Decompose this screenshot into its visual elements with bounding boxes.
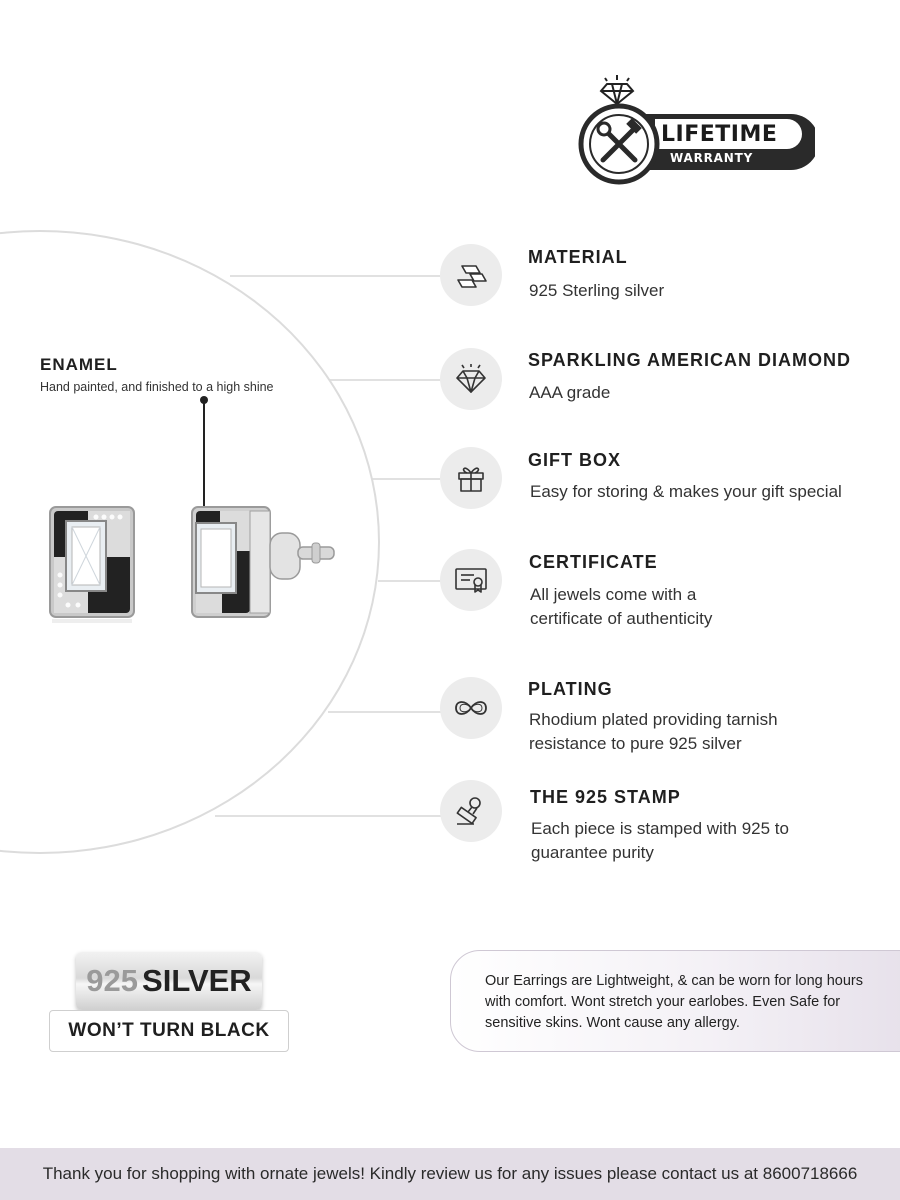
feature-desc-certificate: All jewels come with a certificate of authenticity bbox=[530, 585, 713, 628]
silver-number: 925 bbox=[86, 963, 139, 998]
feature-desc-gift-box: Easy for storing & makes your gift special bbox=[530, 482, 842, 501]
enamel-pointer-line bbox=[203, 400, 205, 518]
feature-desc-stamp: Each piece is stamped with 925 to guarantee purity bbox=[531, 819, 789, 862]
silver-925-badge bbox=[76, 952, 262, 1010]
feature-title-diamond: SPARKLING AMERICAN DIAMOND bbox=[528, 350, 851, 370]
feature-icon-material bbox=[440, 244, 502, 306]
footer-text: Thank you for shopping with ornate jewels! Kindly review us for any issues please contact us at 8600718666 bbox=[42, 1164, 858, 1183]
info-card bbox=[450, 950, 900, 1052]
enamel-pointer-dot bbox=[200, 396, 208, 404]
feature-title-material: MATERIAL bbox=[528, 247, 628, 267]
silver-word: SILVER bbox=[142, 963, 252, 998]
connector-line bbox=[230, 275, 445, 277]
feature-icon-diamond bbox=[440, 348, 502, 410]
earring-front-image bbox=[48, 505, 136, 623]
feature-desc-plating: Rhodium plated providing tarnish resistance to pure 925 silver bbox=[529, 710, 778, 753]
warranty-subtitle: WARRANTY bbox=[670, 151, 754, 165]
connector-line bbox=[370, 478, 445, 480]
feature-icon-certificate bbox=[440, 549, 502, 611]
feature-title-gift-box: GIFT BOX bbox=[528, 450, 621, 470]
feature-icon-stamp bbox=[440, 780, 502, 842]
certificate-icon bbox=[454, 565, 488, 595]
connector-line bbox=[328, 711, 445, 713]
connector-line bbox=[378, 580, 445, 582]
earring-side-image bbox=[190, 505, 340, 623]
wont-turn-black-badge: WON’T TURN BLACK bbox=[49, 1010, 289, 1052]
footer-banner bbox=[0, 1148, 900, 1200]
enamel-description: Hand painted, and finished to a high shine bbox=[40, 380, 274, 394]
feature-desc-material: 925 Sterling silver bbox=[529, 281, 665, 300]
diamond-icon bbox=[454, 363, 488, 395]
feature-title-certificate: CERTIFICATE bbox=[529, 552, 658, 572]
feature-desc-diamond: AAA grade bbox=[529, 383, 611, 402]
feature-icon-plating bbox=[440, 677, 502, 739]
infinity-icon bbox=[452, 697, 490, 719]
feature-icon-gift-box bbox=[440, 447, 502, 509]
feature-title-plating: PLATING bbox=[528, 679, 613, 699]
lifetime-warranty-badge bbox=[575, 72, 815, 187]
gift-box-icon bbox=[455, 462, 487, 494]
stamp-icon bbox=[454, 794, 488, 828]
info-card-text: Our Earrings are Lightweight, & can be worn for long hours with comfort. Wont stretch your earlobes. Even Safe for sensitive skins. Wont cause any allergy. bbox=[485, 973, 864, 1031]
connector-line bbox=[215, 815, 445, 817]
warranty-title: LIFETIME bbox=[661, 122, 778, 147]
feature-title-stamp: THE 925 STAMP bbox=[530, 787, 681, 807]
silver-bars-icon bbox=[454, 260, 488, 290]
connector-line bbox=[330, 379, 445, 381]
enamel-title: ENAMEL bbox=[40, 355, 118, 374]
